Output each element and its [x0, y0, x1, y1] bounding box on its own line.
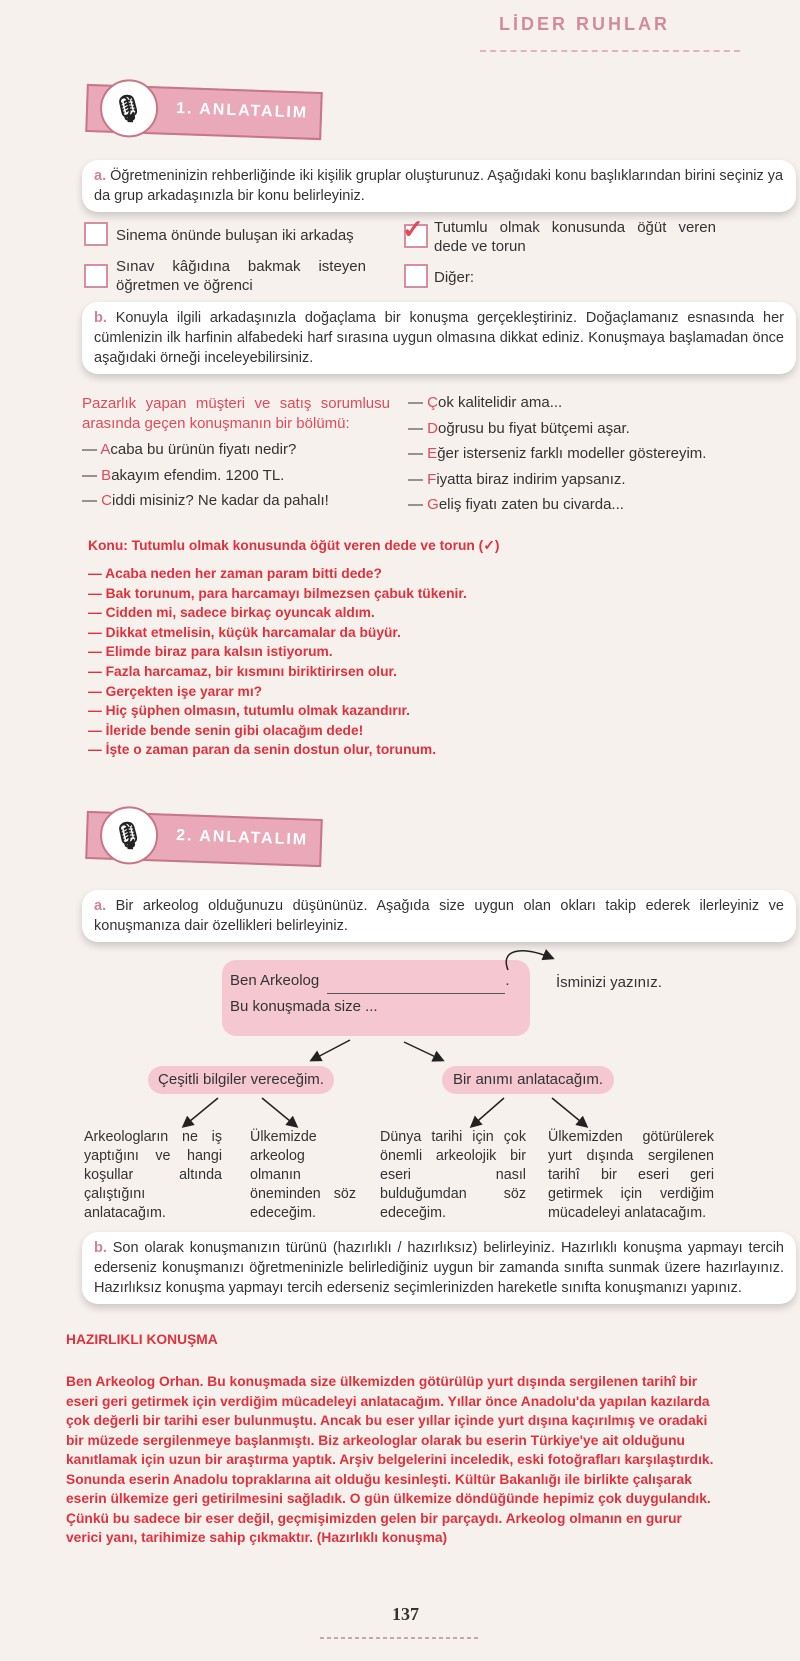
item-letter: a. [94, 168, 107, 184]
leaf-3: Dünya tarihi için çok önemli arkeolojik bir eseri nasıl bulduğumdan söz edeceğim. [380, 1129, 526, 1221]
dialogue-line: — Ciddi misiniz? Ne kadar da pahalı! [82, 492, 329, 510]
instruction-text: Bir arkeolog olduğunuzu düşününüz. Aşağıda size uygun olan okları takip ederek ilerleyiniz ve konuşmanıza dair özellikleri belirleyiniz. [94, 898, 784, 934]
arrow-to-hint [506, 951, 552, 970]
arrow-leaf-2 [262, 1098, 296, 1126]
dialogue-line: — Fiyatta biraz indirim yapsanız. [408, 470, 626, 488]
instruction-text: Son olarak konuşmanızın türünü (hazırlıklı / hazırlıksız) belirleyiniz. Hazırlıklı konuşma yapmayı tercih ederseniz konuşmanızı öğretmeninizle belirlediğiniz uygun bir zamanda sınıfta sunmak üzere hazırlayınız. Hazırlıksız konuşma yapmayı tercih ederseniz seçimlerinizden hareketle sınıfta konuşmanızı yapınız. [94, 1240, 784, 1296]
section2-instruction-b [82, 1232, 796, 1304]
arrow-left [312, 1040, 350, 1060]
arrow-leaf-3 [472, 1098, 504, 1126]
answer-line: — Elimde biraz para kalsın istiyorum. [88, 644, 333, 660]
answer-speech: Ben Arkeolog Orhan. Bu konuşmada size ülkemizden götürülüp yurt dışında sergilenen tarihî bir eseri geri getirmek için verdiğim mücadeleyi anlatacağım. Yıllar önce Anadolu'da yapılan kazılarda çok değerli bir tarihi eser bulunmuştu. Ancak bu eser yıllar içinde yurt dışına kaçırılmış ve oradaki bir müzede sergilenmeye başlanmıştı. Biz arkeologlar olarak bu eserin Türkiye'ye ait olduğunu kanıtlamak için uzun bir araştırma yaptık. Arşiv belgelerini inceledik, eski fotoğrafları karşılaştırdık. Sonunda eserin Anadolu topraklarına ait olduğu kesinleşti. Kültür Bakanlığı ile birlikte çalışarak eserin ülkemize geri getirilmesini sağladık. O gün ülkemize döndüğünde hepimiz çok duygulandık. Çünkü bu sadece bir eser değil, geçmişimizden gelen bir parçaydı. Arkeolog olmanın en gurur verici yanı, tarihimize sahip çıkmaktır. (Hazırlıklı konuşma) [66, 1374, 714, 1545]
arrow-leaf-4 [552, 1098, 586, 1126]
item-letter: b. [94, 310, 107, 326]
leaf-4: Ülkemizden götürülerek yurt dışında sergilenen tarihî bir eseri geri getirmek için verdiğim mücadeleyi anlatacağım. [548, 1129, 714, 1221]
option-4-label: Diğer: [434, 269, 475, 286]
brand-title: LİDER RUHLAR [499, 14, 670, 34]
item-letter: a. [94, 898, 107, 914]
bubble-line-1: Ben Arkeolog . [230, 968, 522, 994]
dialogue-line: — Bakayım efendim. 1200 TL. [82, 466, 285, 484]
leaf-1: Arkeologların ne iş yaptığını ve hangi koşullar altında çalıştığını anlatacağım. [84, 1129, 222, 1221]
arrow-leaf-1 [184, 1098, 218, 1126]
dialogue-line: — Eğer isterseniz farklı modeller göstereyim. [408, 445, 707, 463]
bubble-line-2: Bu konuşmada size ... [230, 998, 378, 1015]
leaf-2: Ülkemizde arkeolog olmanın öneminden söz edeceğim. [250, 1129, 356, 1221]
name-hint: İsminizi yazınız. [556, 974, 662, 991]
microphone-icon: 🎙 [99, 78, 159, 138]
answer-line: — İşte o zaman paran da senin dostun olur, torunum. [88, 742, 437, 758]
answer-line: — Dikkat etmelisin, küçük harcamalar da büyür. [88, 624, 401, 640]
dialogue-line: — Geliş fiyatı zaten bu civarda... [408, 496, 624, 514]
answer-line: — Acaba neden her zaman param bitti dede? [88, 566, 382, 581]
answer-line: — Cidden mi, sadece birkaç oyuncak aldım. [88, 605, 375, 621]
instruction-text: Konuyla ilgili arkadaşınızla doğaçlama bir konuşma gerçekleştiriniz. Doğaçlamanız esnasında her cümlenizin ilk harfinin alfabedeki harf sırasına uygun olmasına dikkat ediniz. Konuşmaya başlamadan önce aşağıdaki örneği inceleyebilirsiniz. [94, 310, 784, 366]
instruction-text: Öğretmeninizin rehberliğinde iki kişilik gruplar oluşturunuz. Aşağıdaki konu başlıklarından birini seçiniz ya da grup arkadaşınızla bir konu belirleyiniz. [94, 168, 784, 204]
section2-title: 2. ANLATALIM [175, 827, 309, 849]
example-intro: Pazarlık yapan müşteri ve satış sorumlusu arasında geçen konuşmanın bir bölümü: [82, 395, 390, 432]
branch-right: Bir anımı anlatacağım. [442, 1066, 614, 1094]
dialogue-line: — Doğrusu bu fiyat bütçemi aşar. [408, 419, 630, 437]
item-letter: b. [94, 1240, 107, 1256]
option-1-label: Sinema önünde buluşan iki arkadaş [116, 227, 354, 244]
option-2-label: Sınav kâğıdına bakmak isteyen öğretmen ve öğrenci [116, 258, 366, 294]
answer-line: — Bak torunum, para harcamayı bilmezsen çabuk tükenir. [88, 585, 467, 601]
answer-line: — Gerçekten işe yarar mı? [88, 683, 263, 699]
microphone-icon: 🎙 [99, 805, 159, 865]
section1-title: 1. ANLATALIM [175, 100, 309, 122]
branch-left: Çeşitli bilgiler vereceğim. [148, 1066, 334, 1094]
option-3-label: Tutumlu olmak konusunda öğüt veren dede ve torun [434, 219, 716, 255]
page-number: 137 [392, 1604, 419, 1624]
dialogue-line: — Çok kalitelidir ama... [408, 394, 563, 411]
checkmark-icon: ✓ [402, 214, 424, 244]
dialogue-line: — Acaba bu ürünün fiyatı nedir? [82, 441, 297, 458]
answer-heading: HAZIRLIKLI KONUŞMA [66, 1332, 218, 1347]
answer-line: — Hiç şüphen olmasın, tutumlu olmak kazandırır. [88, 703, 410, 719]
answer-topic: Konu: Tutumlu olmak konusunda öğüt veren dede ve torun (✓) [88, 538, 500, 553]
arrow-right [404, 1042, 442, 1060]
answer-line: — Fazla harcamaz, bir kısmını biriktirirsen olur. [88, 663, 398, 679]
answer-line: — İleride bende senin gibi olacağım dede! [88, 722, 364, 738]
